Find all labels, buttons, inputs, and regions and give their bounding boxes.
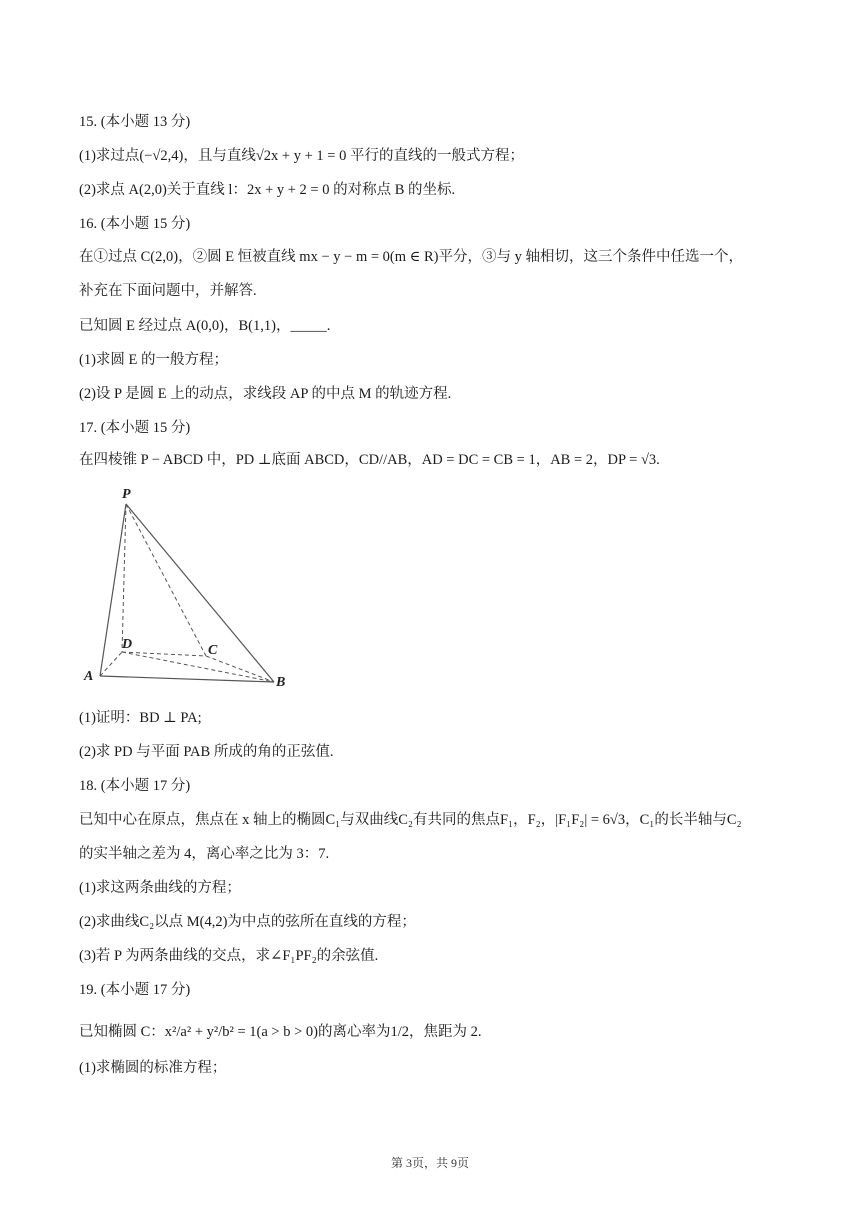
problem-16-part-2: (2)设 P 是圆 E 上的动点，求线段 AP 的中点 M 的轨迹方程. — [79, 386, 452, 402]
problem-18-stem-line-2: 的实半轴之差为 4，离心率之比为 3：7. — [79, 846, 330, 862]
problem-17-stem: 在四棱锥 P − ABCD 中，PD ⊥底面 ABCD，CD//AB，AD = DC = CB = 1，AB = 2，DP = √3. — [79, 452, 660, 468]
problem-18-header: 18. (本小题 17 分) — [79, 778, 191, 794]
page-footer: 第 3页，共 9页 — [390, 1156, 469, 1170]
vertex-label-C: C — [208, 643, 218, 658]
vertex-label-D: D — [122, 637, 133, 652]
problem-16-header: 16. (本小题 15 分) — [79, 216, 191, 232]
problem-18-part-1: (1)求这两条曲线的方程； — [79, 880, 241, 896]
vertex-label-B: B — [276, 675, 286, 690]
problem-17-header: 17. (本小题 15 分) — [79, 420, 191, 436]
problem-19-header: 19. (本小题 17 分) — [79, 982, 191, 998]
vertex-label-P: P — [122, 487, 131, 502]
problem-18-part-3: (3)若 P 为两条曲线的交点，求∠F₁PF₂的余弦值. — [79, 948, 379, 964]
problem-18-stem-line-1: 已知中心在原点，焦点在 x 轴上的椭圆C₁与双曲线C₂有共同的焦点F₁，F₂，|F₁F₂| = 6√3，C₁的长半轴与C₂ — [79, 812, 742, 828]
problem-16-stem-line-1: 在①过点 C(2,0)，②圆 E 恒被直线 mx − y − m = 0(m ∈ R)平分，③与 y 轴相切，这三个条件中任选一个， — [79, 249, 743, 265]
problem-19-stem: 已知椭圆 C：x²/a² + y²/b² = 1(a > b > 0)的离心率为1/2，焦距为 2. — [79, 1024, 482, 1040]
problem-16-given: 已知圆 E 经过点 A(0,0)，B(1,1)，_____. — [79, 318, 331, 334]
problem-19-part-1: (1)求椭圆的标准方程； — [79, 1060, 227, 1076]
problem-15-part-1: (1)求过点(−√2,4)，且与直线√2x + y + 1 = 0 平行的直线的一般式方程； — [79, 148, 524, 164]
problem-17-part-2: (2)求 PD 与平面 PAB 所成的角的正弦值. — [79, 744, 334, 760]
problem-15-part-2: (2)求点 A(2,0)关于直线 l：2x + y + 2 = 0 的对称点 B 的坐标. — [79, 182, 456, 198]
vertex-label-A: A — [84, 669, 94, 684]
problem-17-part-1: (1)证明：BD ⊥ PA; — [79, 710, 202, 726]
problem-16-part-1: (1)求圆 E 的一般方程； — [79, 352, 229, 368]
pyramid-figure — [78, 480, 298, 692]
problem-15-header: 15. (本小题 13 分) — [79, 114, 191, 130]
problem-18-part-2: (2)求曲线C₂以点 M(4,2)为中点的弦所在直线的方程； — [79, 914, 416, 930]
edge-DC — [122, 652, 206, 656]
problem-16-stem-line-2: 补充在下面问题中，并解答. — [79, 283, 257, 299]
edge-PC — [126, 504, 206, 656]
